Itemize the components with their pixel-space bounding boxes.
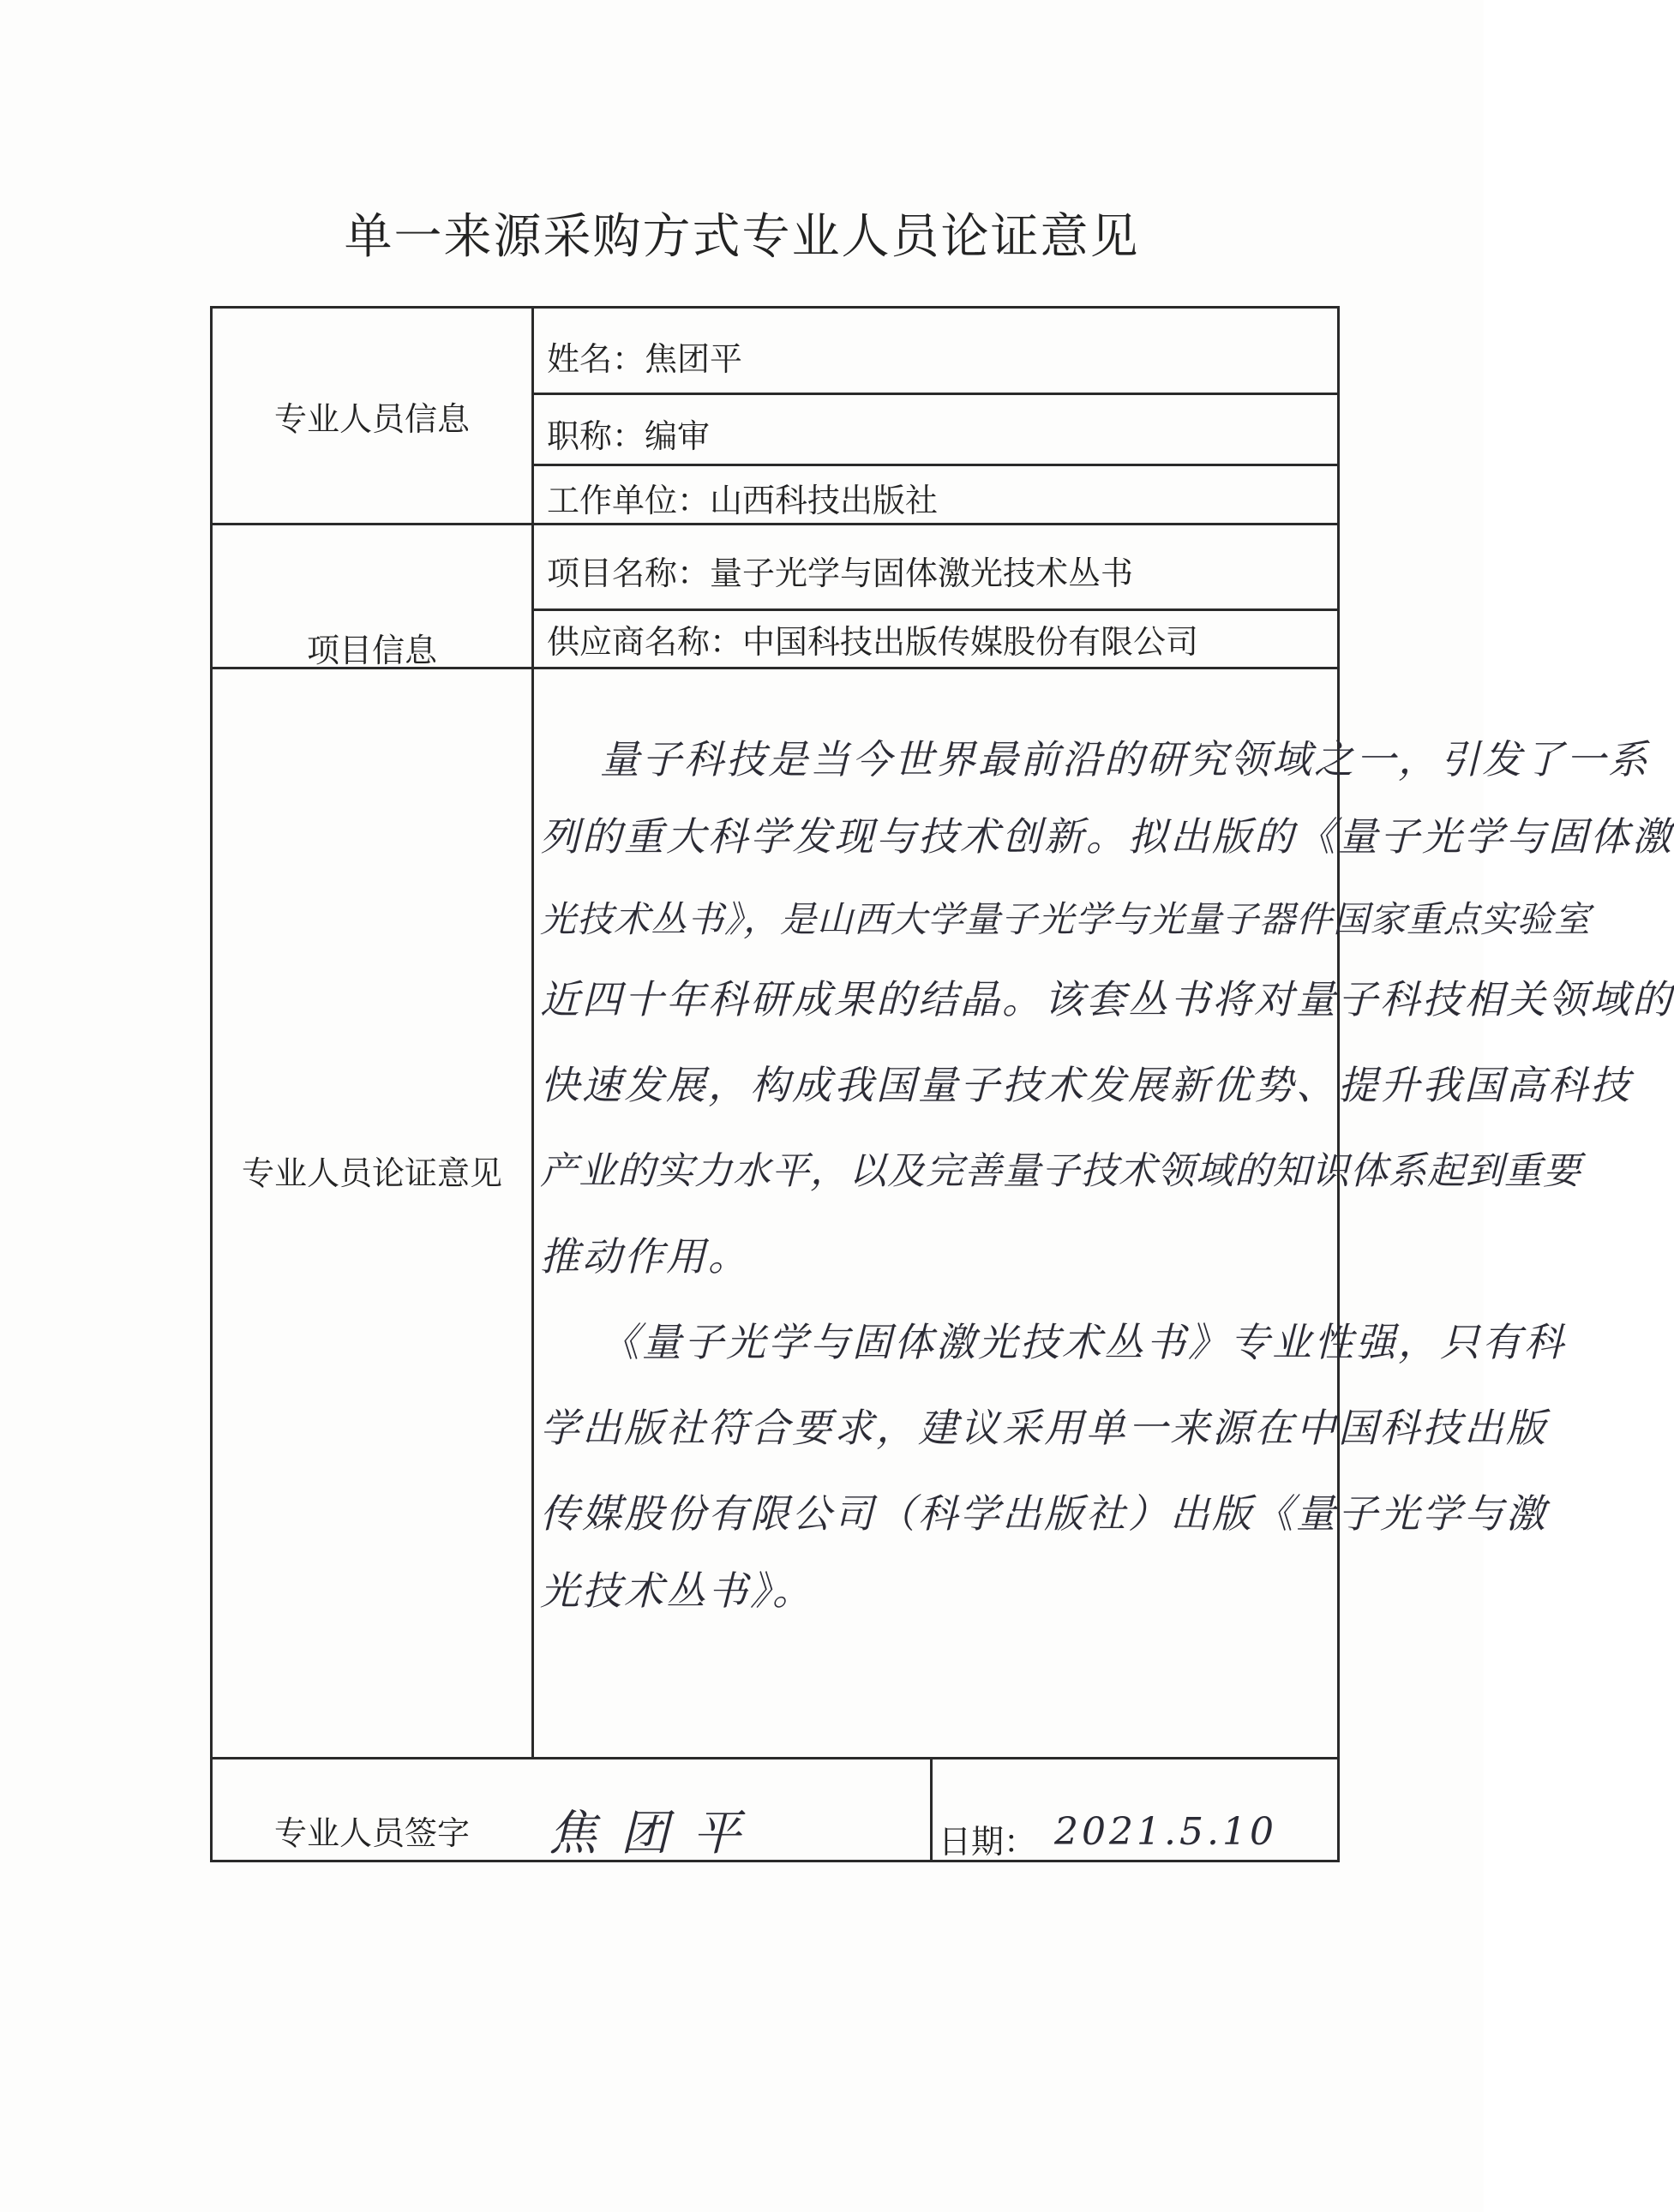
row-divider xyxy=(210,1757,1340,1759)
row-divider xyxy=(210,523,1340,525)
opinion-line: 光技术丛书》。 xyxy=(540,1568,814,1614)
employer-field: 工作单位：山西科技出版社 xyxy=(547,481,939,519)
personnel-section-label: 专业人员信息 xyxy=(273,399,470,438)
opinion-line: 《量子光学与固体激光技术丛书》专业性强，只有科 xyxy=(600,1319,1566,1365)
project-name-field: 项目名称：量子光学与固体激光技术丛书 xyxy=(547,554,1134,592)
opinion-line: 量子科技是当今世界最前沿的研究领域之一，引发了一系 xyxy=(600,736,1650,782)
handwritten-signature: 焦团平 xyxy=(549,1806,765,1861)
row-divider xyxy=(531,464,1340,466)
opinion-line: 近四十年科研成果的结晶。该套丛书将对量子科技相关领域的 xyxy=(540,976,1674,1022)
opinion-section-label: 专业人员论证意见 xyxy=(241,1154,502,1192)
opinion-line: 学出版社符合要求，建议采用单一来源在中国科技出版 xyxy=(540,1405,1548,1451)
opinion-line: 推动作用。 xyxy=(540,1233,750,1280)
date-value: 2021.5.10 xyxy=(1054,1810,1277,1854)
job-title-field: 职称：编审 xyxy=(547,417,711,455)
opinion-line: 传媒股份有限公司（科学出版社）出版《量子光学与激 xyxy=(540,1490,1548,1537)
opinion-line: 快速发展，构成我国量子技术发展新优势、提升我国高科技 xyxy=(540,1062,1632,1108)
opinion-line: 列的重大科学发现与技术创新。拟出版的《量子光学与固体激 xyxy=(540,813,1674,860)
row-divider xyxy=(531,393,1340,395)
project-section-label: 项目信息 xyxy=(306,631,437,669)
document-title: 单一来源采购方式专业人员论证意见 xyxy=(344,209,1140,265)
name-field: 姓名：焦团平 xyxy=(547,339,743,378)
signature-section-label: 专业人员签字 xyxy=(273,1813,470,1852)
supplier-field: 供应商名称：中国科技出版传媒股份有限公司 xyxy=(547,622,1199,661)
opinion-line: 产业的实力水平，以及完善量子技术领域的知识体系起到重要 xyxy=(540,1149,1581,1193)
date-divider xyxy=(930,1757,933,1862)
opinion-line: 光技术丛书》，是山西大学量子光学与光量子器件国家重点实验室 xyxy=(540,898,1592,940)
row-divider xyxy=(531,608,1340,611)
date-label: 日期： xyxy=(939,1822,1037,1861)
